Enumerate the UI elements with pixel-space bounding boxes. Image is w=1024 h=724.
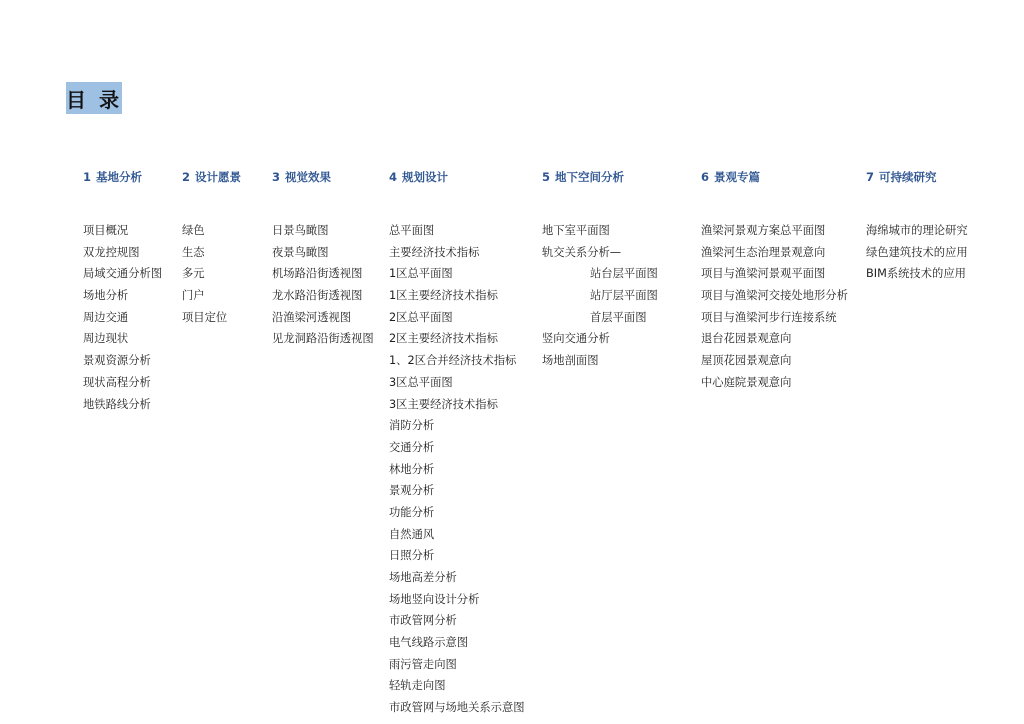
toc-item[interactable]: 雨污管走向图 [389, 657, 457, 671]
toc-item[interactable]: 场地高差分析 [389, 571, 457, 584]
toc-column-site-analysis [83, 168, 162, 415]
toc-item[interactable]: 渔梁河景观方案总平面图 [701, 224, 826, 237]
section-title: 景观专篇 [714, 170, 761, 184]
toc-item[interactable]: 1、2区合并经济技术指标 [389, 354, 517, 368]
section-number: 2 [182, 170, 191, 184]
section-heading[interactable] [182, 168, 241, 186]
toc-item[interactable]: 景观分析 [389, 484, 435, 498]
section-item-list [182, 220, 241, 328]
toc-item[interactable]: 功能分析 [389, 505, 435, 519]
section-title: 规划设计 [402, 170, 449, 184]
toc-item[interactable]: 项目与渔梁河步行连接系统 [701, 310, 837, 324]
toc-item[interactable]: 竖向交通分析 [542, 332, 610, 346]
section-number: 7 [866, 170, 875, 184]
toc-item[interactable]: 地铁路线分析 [83, 397, 151, 411]
toc-item[interactable]: 屋顶花园景观意向 [701, 354, 792, 368]
toc-item[interactable]: 龙水路沿街透视图 [272, 289, 363, 303]
toc-item[interactable]: 退台花园景观意向 [701, 332, 792, 346]
toc-item[interactable]: 总平面图 [389, 224, 435, 237]
toc-item[interactable]: 绿色 [182, 224, 205, 237]
toc-item[interactable]: 机场路沿街透视图 [272, 267, 363, 281]
section-number: 3 [272, 170, 281, 184]
toc-item[interactable]: 自然通风 [389, 527, 435, 541]
section-title: 视觉效果 [285, 170, 332, 184]
toc-item[interactable]: 轨交关系分析— [542, 245, 622, 259]
toc-item[interactable]: 3区总平面图 [389, 375, 453, 389]
section-item-list [701, 220, 848, 394]
toc-column-visual-effects [272, 168, 374, 350]
section-title: 地下空间分析 [555, 170, 625, 184]
toc-title-box [66, 82, 122, 114]
toc-item[interactable]: 3区主要经济技术指标 [389, 397, 498, 411]
toc-item[interactable]: 项目与渔梁河交接处地形分析 [701, 289, 848, 303]
toc-item[interactable]: 绿色建筑技术的应用 [866, 245, 968, 259]
toc-item[interactable]: 市政管网分析 [389, 614, 457, 628]
toc-item[interactable]: 项目与渔梁河景观平面图 [701, 267, 826, 281]
toc-item[interactable]: 日景鸟瞰图 [272, 224, 329, 237]
section-heading[interactable] [389, 168, 525, 186]
section-heading[interactable] [542, 168, 658, 186]
toc-item[interactable]: 门户 [182, 289, 205, 303]
toc-item[interactable]: BIM系统技术的应用 [866, 267, 966, 281]
section-item-list [272, 220, 374, 350]
toc-item[interactable]: 项目定位 [182, 310, 228, 324]
toc-item[interactable]: 电气线路示意图 [389, 636, 469, 650]
toc-subitem[interactable]: 站台层平面图 [590, 267, 658, 281]
toc-column-planning-design [389, 168, 525, 719]
toc-item[interactable]: 周边现状 [83, 332, 129, 346]
toc-item[interactable]: 2区主要经济技术指标 [389, 332, 498, 346]
toc-item[interactable]: 景观资源分析 [83, 354, 151, 368]
toc-item[interactable]: 消防分析 [389, 419, 435, 433]
toc-column-sustainability [866, 168, 968, 285]
toc-item[interactable]: 沿渔梁河透视图 [272, 310, 352, 324]
toc-item[interactable]: 渔梁河生态治理景观意向 [701, 245, 826, 259]
toc-item[interactable]: 夜景鸟瞰图 [272, 245, 329, 259]
section-item-list [866, 220, 968, 285]
toc-column-landscape [701, 168, 848, 394]
toc-item[interactable]: 生态 [182, 245, 205, 259]
toc-item[interactable]: 场地分析 [83, 289, 129, 303]
toc-item[interactable]: 主要经济技术指标 [389, 245, 480, 259]
section-heading[interactable] [83, 168, 162, 186]
section-heading[interactable] [701, 168, 848, 186]
toc-subitem[interactable]: 首层平面图 [590, 310, 647, 324]
section-heading[interactable] [272, 168, 374, 186]
toc-item[interactable]: 双龙控规图 [83, 245, 140, 259]
page-title: 目 录 [66, 87, 122, 112]
toc-item[interactable]: 1区主要经济技术指标 [389, 289, 498, 303]
toc-item[interactable]: 中心庭院景观意向 [701, 375, 792, 389]
section-title: 基地分析 [96, 170, 143, 184]
toc-item[interactable]: 场地竖向设计分析 [389, 592, 480, 606]
toc-item[interactable]: 市政管网与场地关系示意图 [389, 701, 525, 715]
toc-subitem[interactable]: 站厅层平面图 [590, 289, 658, 303]
toc-item[interactable]: 1区总平面图 [389, 267, 453, 281]
section-number: 5 [542, 170, 551, 184]
section-item-list [83, 220, 162, 415]
section-number: 4 [389, 170, 398, 184]
toc-item[interactable]: 2区总平面图 [389, 310, 453, 324]
toc-item[interactable]: 局域交通分析图 [83, 267, 163, 281]
toc-column-underground-space [542, 168, 658, 372]
toc-item[interactable]: 多元 [182, 267, 205, 281]
section-item-list [389, 220, 525, 719]
toc-item[interactable]: 项目概况 [83, 224, 129, 237]
toc-item[interactable]: 周边交通 [83, 310, 129, 324]
section-title: 可持续研究 [879, 170, 937, 184]
toc-item[interactable]: 场地剖面图 [542, 354, 599, 368]
toc-item[interactable]: 日照分析 [389, 549, 435, 563]
section-item-list [542, 220, 658, 372]
section-number: 6 [701, 170, 710, 184]
section-number: 1 [83, 170, 92, 184]
toc-item[interactable]: 轻轨走向图 [389, 679, 446, 693]
toc-item[interactable]: 见龙洞路沿街透视图 [272, 332, 374, 346]
toc-item[interactable]: 林地分析 [389, 462, 435, 476]
section-title: 设计愿景 [195, 170, 242, 184]
toc-column-design-vision [182, 168, 241, 328]
toc-item[interactable]: 地下室平面图 [542, 224, 610, 237]
toc-item[interactable]: 海绵城市的理论研究 [866, 224, 968, 237]
toc-item[interactable]: 交通分析 [389, 440, 435, 454]
section-heading[interactable] [866, 168, 968, 186]
toc-item[interactable]: 现状高程分析 [83, 375, 151, 389]
